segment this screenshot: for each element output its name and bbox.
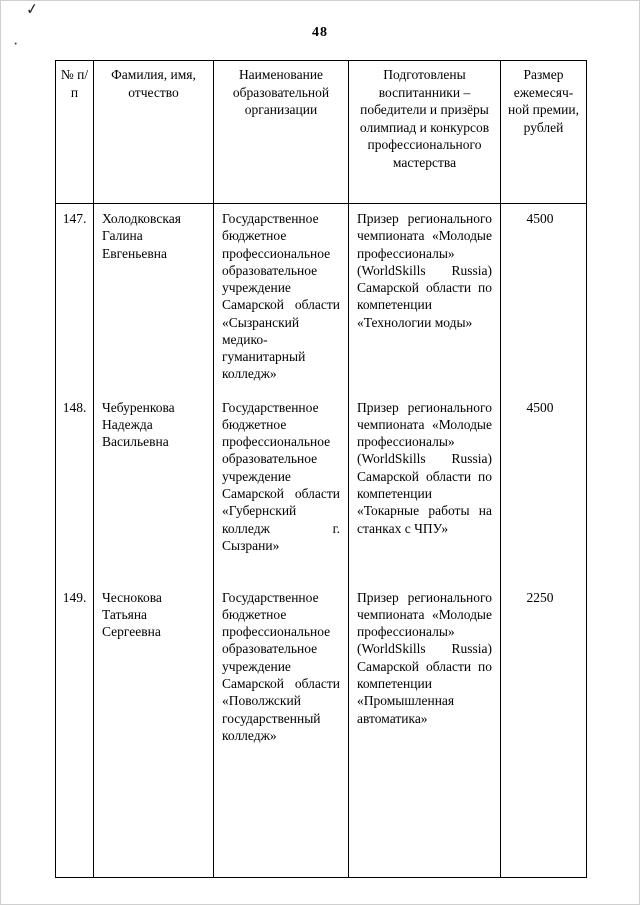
- premium-amount: 2250: [501, 583, 587, 878]
- achievement: Призер регионального чемпионата «Молодые профессионалы» (WorldSkills Russia) Самарской области по компетенции «Технологии моды»: [349, 204, 501, 393]
- table-row: [56, 583, 587, 878]
- organization: Государственное бюджетное профессиональное образовательное учреждение Самарской области «Губернский колледж г. Сызрани»: [214, 393, 349, 583]
- table-row: [56, 204, 587, 393]
- achievement: Призер регионального чемпионата «Молодые профессионалы» (WorldSkills Russia) Самарской области по компетенции «Токарные работы на станках с ЧПУ»: [349, 393, 501, 583]
- header-name: Фамилия, имя, отчество: [94, 61, 214, 204]
- header-num: № п/п: [56, 61, 94, 204]
- premium-amount: 4500: [501, 393, 587, 583]
- row-number: 149.: [56, 583, 94, 878]
- dot-mark-icon: ·: [13, 36, 19, 53]
- row-number: 147.: [56, 204, 94, 393]
- table-row: [56, 393, 587, 583]
- table-header: [56, 61, 587, 204]
- header-amount: Размер ежемесяч-ной премии, рублей: [501, 61, 587, 204]
- header-organization: Наименование образовательной организации: [214, 61, 349, 204]
- page-number: 48: [312, 25, 328, 40]
- premium-amount: 4500: [501, 204, 587, 393]
- person-name: Чебуренкова Надежда Васильевна: [94, 393, 214, 583]
- header-row: [56, 61, 587, 204]
- pen-mark-icon: ✓: [25, 1, 40, 19]
- header-achievement: Подготовлены воспитанники – победители и призёры олимпиад и конкурсов профессионального мастерства: [349, 61, 501, 204]
- awards-table: [55, 60, 587, 878]
- organization: Государственное бюджетное профессиональное образовательное учреждение Самарской области «Поволжский государственный колледж»: [214, 583, 349, 878]
- person-name: Холодковская Галина Евгеньевна: [94, 204, 214, 393]
- organization: Государственное бюджетное профессиональное образовательное учреждение Самарской области «Сызранский медико-гуманитарный колледж»: [214, 204, 349, 393]
- achievement: Призер регионального чемпионата «Молодые профессионалы» (WorldSkills Russia) Самарской области по компетенции «Промышленная автоматика»: [349, 583, 501, 878]
- person-name: Чеснокова Татьяна Сергеевна: [94, 583, 214, 878]
- row-number: 148.: [56, 393, 94, 583]
- table-body: [56, 204, 587, 878]
